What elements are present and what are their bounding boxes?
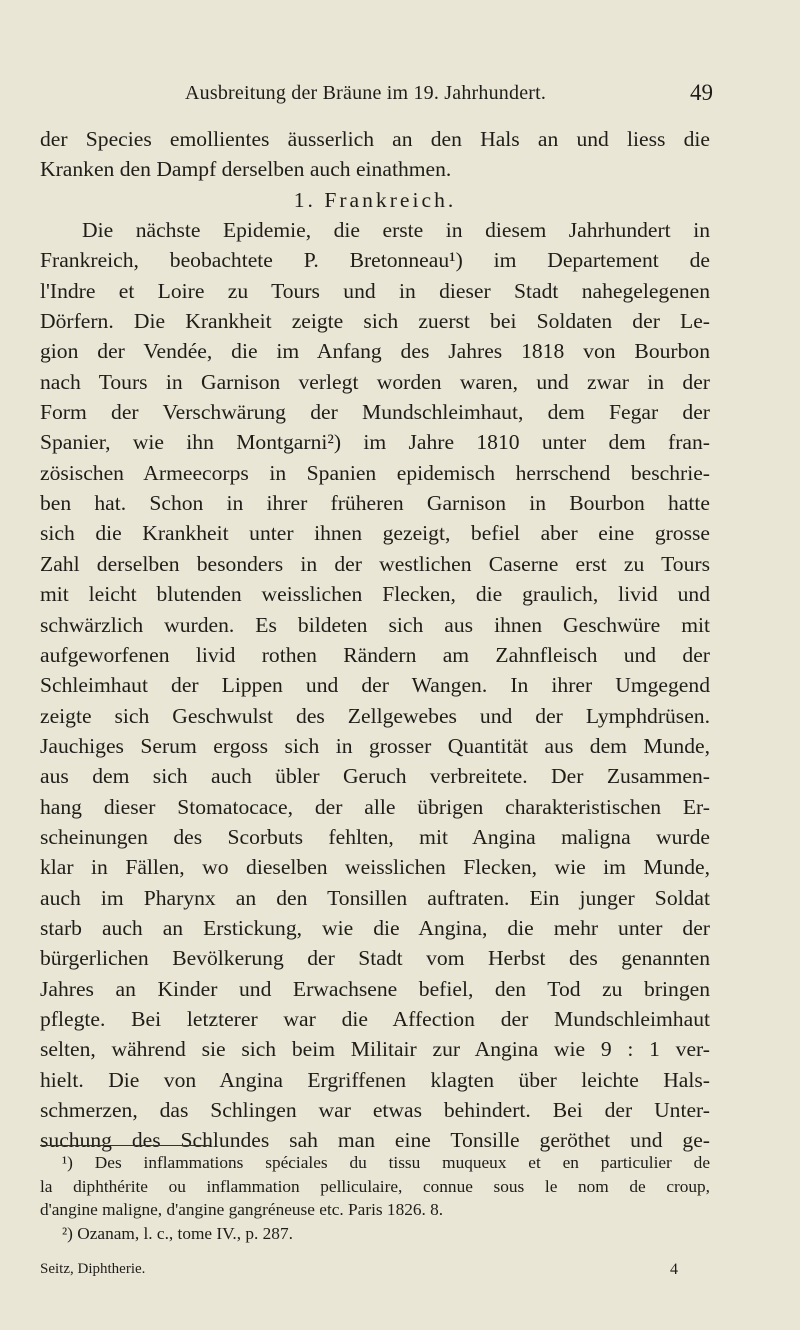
text-line: selten, während sie sich beim Militair zur Angina wie 9 : 1 ver- bbox=[40, 1037, 710, 1062]
printer-signature: Seitz, Diphtherie. bbox=[40, 1261, 146, 1277]
text-line: hielt. Die von Angina Ergriffenen klagten über leichte Hals- bbox=[40, 1067, 710, 1092]
text-line: Spanier, wie ihn Montgarni²) im Jahre 1810 unter dem fran- bbox=[40, 430, 710, 455]
text-line: starb auch an Erstickung, wie die Angina, die mehr unter der bbox=[40, 915, 710, 940]
text-line: Form der Verschwärung der Mundschleimhaut, dem Fegar der bbox=[40, 400, 710, 425]
text-line: der Species emollientes äusserlich an den Hals an und liess die bbox=[40, 127, 710, 151]
text-line: hang dieser Stomatocace, der alle übrigen charakteristischen Er- bbox=[40, 794, 710, 819]
text-line: scheinungen des Scorbuts fehlten, mit Angina maligna wurde bbox=[40, 824, 710, 849]
footnote-divider bbox=[40, 1145, 210, 1146]
text-line: l'Indre et Loire zu Tours und in dieser Stadt nahegelegenen bbox=[40, 278, 710, 303]
text-line: suchung des Schlundes sah man eine Tonsille geröthet und ge- bbox=[40, 1128, 710, 1153]
text-line: mit leicht blutenden weisslichen Flecken, die graulich, livid und bbox=[40, 582, 710, 607]
text-line: schmerzen, das Schlingen war etwas behindert. Bei der Unter- bbox=[40, 1098, 710, 1122]
text-line: Jauchiges Serum ergoss sich in grosser Quantität aus dem Munde, bbox=[40, 733, 710, 758]
text-line: schwärzlich wurden. Es bildeten sich aus ihnen Geschwüre mit bbox=[40, 612, 710, 637]
footnote-line: d'angine maligne, d'angine gangréneuse etc. Paris 1826. 8. bbox=[40, 1200, 444, 1219]
text-line: klar in Fällen, wo dieselben weisslichen Flecken, wie im Munde, bbox=[40, 855, 710, 880]
text-line: ben hat. Schon in ihrer früheren Garnison in Bourbon hatte bbox=[40, 491, 710, 516]
text-line: Dörfern. Die Krankheit zeigte sich zuerst bei Soldaten der Le- bbox=[40, 309, 710, 334]
text-line: Frankreich, beobachtete P. Bretonneau¹) im Departement de bbox=[40, 248, 710, 273]
text-line: auch im Pharynx an den Tonsillen auftraten. Ein junger Soldat bbox=[40, 885, 710, 910]
text-line: aus dem sich auch übler Geruch verbreitete. Der Zusammen- bbox=[40, 764, 710, 789]
footnote-line: ¹) Des inflammations spéciales du tissu muqueux et en particulier de bbox=[62, 1153, 710, 1172]
sheet-number: 4 bbox=[670, 1261, 678, 1278]
text-line: Schleimhaut der Lippen und der Wangen. In ihrer Umgegend bbox=[40, 673, 710, 698]
page-number: 49 bbox=[690, 80, 713, 105]
running-title: Ausbreitung der Bräune im 19. Jahrhundert. bbox=[185, 82, 547, 104]
text-line: Kranken den Dampf derselben auch einathmen. bbox=[40, 157, 452, 182]
text-line: nach Tours in Garnison verlegt worden waren, und zwar in der bbox=[40, 369, 710, 394]
section-heading: 1. Frankreich. bbox=[293, 187, 457, 212]
main-text bbox=[40, 124, 710, 1156]
text-line: aufgeworfenen livid rothen Rändern am Zahnfleisch und der bbox=[40, 642, 710, 667]
text-line: Die nächste Epidemie, die erste in diesem Jahrhundert in bbox=[82, 218, 710, 243]
footnote-line: la diphthérite ou inflammation pelliculaire, connue sous le nom de croup, bbox=[40, 1176, 710, 1196]
text-line: sich die Krankheit unter ihnen gezeigt, befiel aber eine grosse bbox=[40, 521, 710, 546]
text-line: bürgerlichen Bevölkerung der Stadt vom Herbst des genannten bbox=[40, 946, 710, 971]
footnote-line: ²) Ozanam, l. c., tome IV., p. 287. bbox=[62, 1223, 293, 1243]
text-line: zösischen Armeecorps in Spanien epidemisch herrschend beschrie- bbox=[40, 460, 710, 485]
text-line: zeigte sich Geschwulst des Zellgewebes und der Lymphdrüsen. bbox=[40, 703, 710, 728]
text-line: Jahres an Kinder und Erwachsene befiel, den Tod zu bringen bbox=[40, 976, 710, 1001]
footnotes bbox=[40, 1151, 710, 1245]
text-line: gion der Vendée, die im Anfang des Jahres 1818 von Bourbon bbox=[40, 339, 710, 364]
text-line: Zahl derselben besonders in der westlichen Caserne erst zu Tours bbox=[40, 551, 710, 576]
text-line: pflegte. Bei letzterer war die Affection der Mundschleimhaut bbox=[40, 1006, 710, 1031]
